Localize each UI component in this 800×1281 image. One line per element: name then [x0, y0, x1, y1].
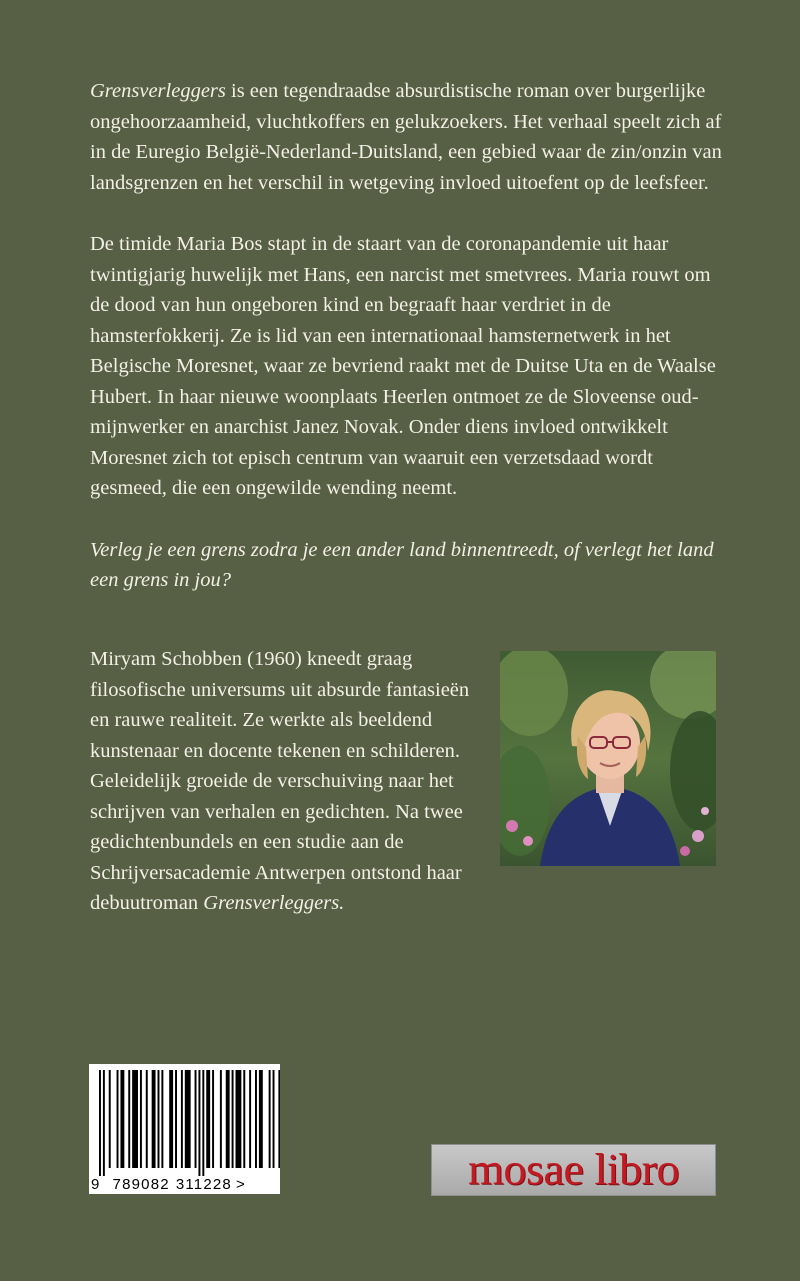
barcode-bar [109, 1070, 111, 1168]
barcode-bar [128, 1070, 130, 1168]
publisher-logo [431, 1144, 716, 1196]
blurb-tagline: Verleg je een grens zodra je een ander land binnentreedt, of verlegt het land een grens in jou? [90, 538, 714, 591]
barcode-bar [185, 1070, 191, 1168]
barcode-bar [232, 1070, 234, 1168]
blurb-paragraph-1 [90, 76, 730, 198]
author-portrait-illustration [500, 651, 716, 866]
barcode-bar [99, 1070, 101, 1176]
barcode-bar [103, 1070, 105, 1176]
barcode-bar [195, 1070, 197, 1168]
barcode-bar [202, 1070, 204, 1176]
isbn-digit-lead: 9 [91, 1176, 101, 1193]
barcode-bar [249, 1070, 251, 1168]
publisher-logo-text: mosae libro [467, 1145, 680, 1194]
barcode-bar [236, 1070, 242, 1168]
barcode-bar [212, 1070, 214, 1168]
barcode-bar [255, 1070, 257, 1168]
isbn-barcode [89, 1064, 280, 1194]
barcode-bar [181, 1070, 183, 1168]
isbn-digit-right-group: 311228 [175, 1176, 232, 1193]
barcode-bar [220, 1070, 222, 1168]
barcode-bar [169, 1070, 173, 1168]
barcode-bar [161, 1070, 163, 1168]
author-bio-book-title: Grensverleggers. [203, 892, 345, 914]
barcode-bar [243, 1070, 245, 1168]
blurb-paragraph-1-text: is een tegendraadse absurdistische roman over burgerlijke ongehoorzaamheid, vluchtkoffers en gelukzoekers. Het verhaal speelt zich af in de Euregio België-Nederland-Duitsland, een gebied waar de zin/onzin van landsgrenzen en het verschil in wetgeving invloed uitoefent op de leefsfeer. [90, 80, 722, 194]
barcode-bar [152, 1070, 156, 1168]
author-bio-text: Miryam Schobben (1960) kneedt graag filosofische universums uit absurde fantasieën en rauwe realiteit. Ze werkte als beeldend kunstenaar en docente tekenen en schilderen. Geleidelijk groeide de verschuiving naar het schrijven van verhalen en gedichten. Na twee gedichtenbundels en een studie aan de Schrijversacademie Antwerpen ontstond haar debuutroman [90, 648, 470, 914]
barcode-bar [278, 1070, 280, 1168]
isbn-digit-quiet-zone: > [235, 1176, 246, 1193]
barcode-bar [120, 1070, 124, 1168]
barcode-bar [158, 1070, 160, 1168]
barcode-bar [175, 1070, 177, 1168]
isbn-digits [89, 1176, 280, 1193]
barcode-bar [198, 1070, 200, 1176]
barcode-bar [132, 1070, 138, 1168]
barcode-bar [226, 1070, 230, 1168]
isbn-digit-left-group: 789082 [112, 1176, 170, 1193]
book-title-italic: Grensverleggers [90, 80, 226, 102]
barcode-bar [206, 1070, 210, 1168]
barcode-bar [146, 1070, 148, 1168]
author-photo [500, 651, 716, 866]
blurb-paragraph-2: De timide Maria Bos stapt in de staart van de coronapandemie uit haar twintigjarig huwelijk met Hans, een narcist met smetvrees. Maria rouwt om de dood van hun ongeboren kind en begraaft haar verdriet in de hamsterfokkerij. Ze is lid van een internationaal hamsternetwerk in het Belgische Moresnet, waar ze bevriend raakt met de Duitse Uta en de Waalse Hubert. In haar nieuwe woonplaats Heerlen ontmoet ze de Sloveense oud-mijnwerker en anarchist Janez Novak. Onder diens invloed ontwikkelt Moresnet zich tot episch centrum van waaruit een verzetsdaad wordt gesmeed, die een ongewilde wending neemt. [90, 233, 716, 499]
barcode-bar [140, 1070, 142, 1168]
barcode-bar [269, 1070, 271, 1168]
barcode-bar [259, 1070, 263, 1168]
barcode-bar [273, 1070, 275, 1168]
back-cover-blurb [90, 76, 730, 627]
barcode-bars [89, 1064, 280, 1176]
author-bio [90, 644, 490, 919]
barcode-bar [117, 1070, 119, 1168]
